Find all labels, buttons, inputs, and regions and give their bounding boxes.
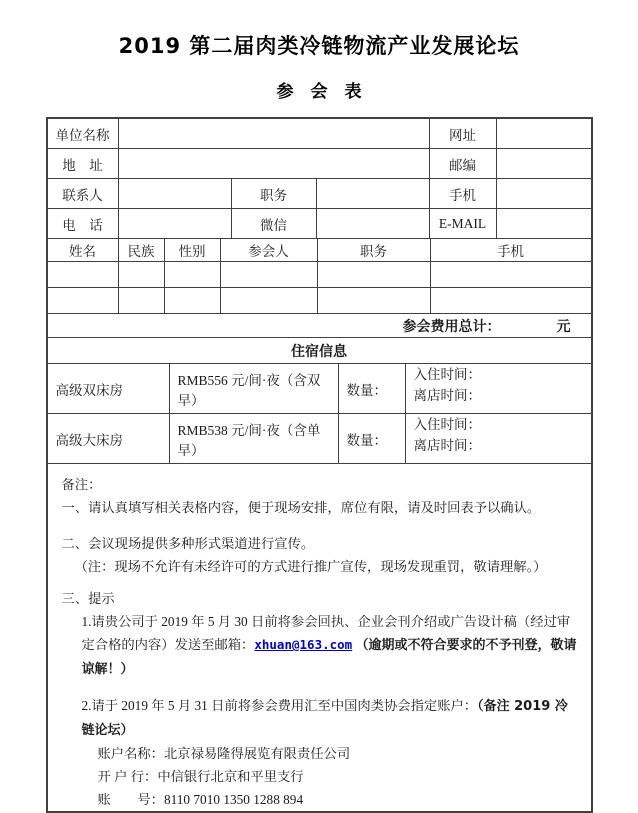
bank-value: 中信银行北京和平里支行 — [157, 769, 304, 784]
attendee-mobile-field[interactable] — [431, 262, 591, 287]
tip-1 — [82, 610, 580, 681]
notes-row — [48, 464, 591, 811]
fee-total-cell — [48, 314, 591, 337]
address-label: 地 址 — [48, 149, 119, 178]
fee-total-label: 参会费用总计： — [402, 318, 501, 335]
wechat-field[interactable] — [317, 209, 430, 238]
position-field[interactable] — [317, 179, 430, 208]
col-header-name: 姓名 — [48, 239, 119, 261]
email-label: E-MAIL — [430, 209, 497, 238]
org-name-field[interactable] — [119, 119, 430, 148]
account-name-line — [98, 742, 580, 765]
zip-label: 邮编 — [430, 149, 497, 178]
attendee-mobile-field[interactable] — [431, 288, 591, 313]
room-dates-field[interactable] — [406, 414, 591, 463]
org-name-label: 单位名称 — [48, 119, 119, 148]
contact-label: 联系人 — [48, 179, 119, 208]
attendee-position-field[interactable] — [318, 262, 431, 287]
fee-total-row — [48, 314, 591, 338]
account-number-line — [98, 788, 580, 811]
bank-line — [98, 765, 580, 788]
attendee-row — [48, 288, 591, 314]
attendee-name-field[interactable] — [48, 288, 119, 313]
attendee-position-field[interactable] — [318, 288, 431, 313]
checkin-label[interactable]: 入住时间： — [413, 417, 481, 432]
attendee-header-row — [48, 239, 591, 262]
table-row — [48, 179, 591, 209]
registration-form — [46, 117, 593, 813]
note-item-3: 三、提示 — [61, 591, 115, 606]
room-name: 高级大床房 — [48, 414, 170, 463]
tip-2-text: 2.请于 2019 年 5 月 31 日前将参会费用汇至中国肉类协会指定账户： — [81, 698, 478, 713]
mobile-field[interactable] — [497, 179, 591, 208]
attendee-ethnicity-field[interactable] — [119, 262, 165, 287]
email-field[interactable] — [497, 209, 591, 238]
table-row — [48, 149, 591, 179]
note-item-2-remark: （注：现场不允许有未经许可的方式进行推广宣传，现场发现重罚，敬请理解。） — [74, 559, 547, 574]
table-row — [48, 209, 591, 239]
account-name-value: 北京禄易隆得展览有限责任公司 — [163, 746, 351, 761]
phone-label: 电 话 — [48, 209, 119, 238]
account-number-label: 账 号： — [97, 792, 164, 807]
attendee-row — [48, 262, 591, 288]
lodging-section-title: 住宿信息 — [291, 343, 347, 360]
lodging-section-row — [48, 338, 591, 364]
attendee-gender-field[interactable] — [165, 262, 221, 287]
room-qty-field[interactable]: 数量： — [339, 414, 406, 463]
website-label: 网址 — [430, 119, 497, 148]
table-row — [48, 119, 591, 149]
website-field[interactable] — [497, 119, 591, 148]
email-link[interactable]: xhuan@163.com — [254, 637, 353, 652]
attendee-ethnicity-field[interactable] — [119, 288, 165, 313]
attendee-attendee-field[interactable] — [221, 262, 318, 287]
contact-field[interactable] — [119, 179, 232, 208]
room-row — [48, 364, 591, 414]
position-label: 职务 — [232, 179, 317, 208]
account-number-value: 8110 7010 1350 1288 894 — [163, 792, 304, 807]
attendee-name-field[interactable] — [48, 262, 119, 287]
room-dates-field[interactable] — [406, 364, 591, 413]
room-qty-field[interactable]: 数量： — [339, 364, 406, 413]
col-header-gender: 性别 — [165, 239, 221, 261]
bank-label: 开 户 行： — [97, 769, 158, 784]
notes-header: 备注： — [61, 477, 102, 492]
room-price: RMB556 元/间·夜（含双早） — [170, 364, 339, 413]
address-field[interactable] — [119, 149, 430, 178]
attendee-attendee-field[interactable] — [221, 288, 318, 313]
checkin-label[interactable]: 入住时间： — [413, 367, 481, 382]
zip-field[interactable] — [497, 149, 591, 178]
tip-2 — [82, 694, 580, 742]
col-header-attendee: 参会人 — [221, 239, 318, 261]
form-title: 参 会 表 — [276, 82, 362, 102]
fee-unit-label: 元 — [556, 318, 571, 335]
notes-cell — [48, 464, 591, 811]
col-header-mobile: 手机 — [497, 244, 524, 259]
checkout-label[interactable]: 离店时间： — [413, 438, 481, 453]
room-price: RMB538 元/间·夜（含单早） — [170, 414, 339, 463]
tip-1-warning: （逾期或不符合要求的不予刊登，敬请谅解！） — [81, 638, 577, 677]
note-item-1: 一、请认真填写相关表格内容，便于现场安排，席位有限，请及时回表予以确认。 — [61, 500, 541, 515]
phone-field[interactable] — [119, 209, 232, 238]
account-name-label: 账户名称： — [97, 746, 164, 761]
wechat-label: 微信 — [232, 209, 317, 238]
room-row — [48, 414, 591, 464]
tip-1-text: 1.请贵公司于 2019 年 5 月 30 日前将参会回执、企业会刊介绍或广告设计稿（经过审定合格的内容）发送至邮箱： — [81, 614, 571, 652]
tip-2-remark: （备注 2019 冷链论坛） — [81, 699, 568, 738]
room-name: 高级双床房 — [48, 364, 170, 413]
checkout-label[interactable]: 离店时间： — [413, 388, 481, 403]
col-header-ethnicity: 民族 — [119, 239, 165, 261]
col-header-position: 职务 — [318, 239, 431, 261]
note-item-2: 二、会议现场提供多种形式渠道进行宣传。 — [61, 536, 315, 551]
page-title: 2019 第二届肉类冷链物流产业发展论坛 — [118, 34, 520, 58]
attendee-gender-field[interactable] — [165, 288, 221, 313]
mobile-label: 手机 — [430, 179, 497, 208]
